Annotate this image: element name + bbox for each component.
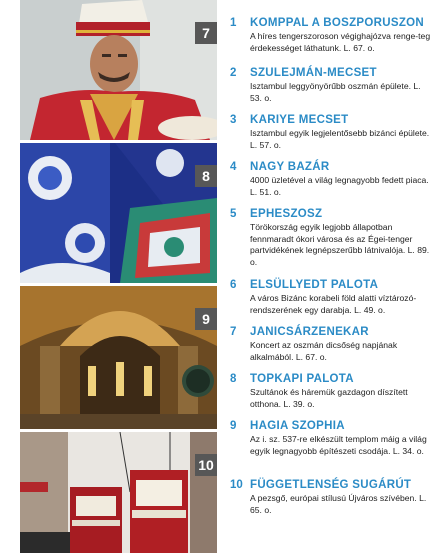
item-title: TOPKAPI PALOTA	[250, 373, 354, 385]
item-description: A pezsgő, európai stílusú Újváros szívében. L. 65. o.	[250, 493, 427, 515]
item-number: 4	[230, 161, 237, 173]
item-title: JANICSÁRZENEKAR	[250, 326, 369, 338]
item-title: KARIYE MECSET	[250, 114, 349, 126]
item-title: KOMPPAL A BOSZPORUSZON	[250, 17, 424, 29]
item-description: 4000 üzletével a világ legnagyobb fedett piaca. L. 51. o.	[250, 175, 429, 197]
item-description: A híres tengerszoroson végighajózva renge-teg érdekességet láthatunk. L. 67. o.	[250, 31, 431, 53]
item-description: A város Bizánc korabeli föld alatti víztározó-rendszerének egy darabja. L. 49. o.	[250, 293, 417, 315]
photo-iznik-tiles	[20, 143, 217, 283]
item-number: 1	[230, 17, 237, 29]
item-description: Isztambul egyik legjelentősebb bizánci épülete. L. 57. o.	[250, 128, 430, 150]
photo-hagia-sophia-interior	[20, 286, 217, 429]
item-number: 2	[230, 67, 237, 79]
item-title: NAGY BAZÁR	[250, 161, 330, 173]
item-description: Koncert az oszmán dicsőség napjának alkalmából. L. 67. o.	[250, 340, 398, 362]
item-number: 9	[230, 420, 237, 432]
item-number: 6	[230, 279, 237, 291]
item-title: ELSÜLLYEDT PALOTA	[250, 279, 379, 291]
photo-column	[20, 0, 217, 553]
item-title: SZULEJMÁN-MECSET	[250, 67, 377, 79]
item-number: 8	[230, 373, 237, 385]
photo-janissary-musician	[20, 0, 217, 140]
item-description: Az i. sz. 537-re elkészült templom máig a világ egyik legnagyobb építészeti csodája. L. 34. o.	[250, 434, 427, 456]
item-title: FÜGGETLENSÉG SUGÁRÚT	[250, 479, 412, 491]
photo-badge: 7	[195, 22, 217, 44]
item-description: Isztambul leggyönyörűbb oszmán épülete. L. 53. o.	[250, 81, 421, 103]
item-number: 5	[230, 208, 237, 220]
item-number: 10	[230, 479, 243, 491]
photo-badge: 8	[195, 165, 217, 187]
item-title: HAGIA SZOPHIA	[250, 420, 345, 432]
item-number: 7	[230, 326, 237, 338]
photo-istiklal-trams	[20, 432, 217, 553]
item-title: EPHESZOSZ	[250, 208, 323, 220]
photo-badge: 10	[195, 454, 217, 476]
photo-badge: 9	[195, 308, 217, 330]
item-description: Szultánok és háremük gazdagon díszített otthona. L. 39. o.	[250, 387, 408, 409]
item-number: 3	[230, 114, 237, 126]
item-description: Törökország egyik legjobb állapotban fennmaradt ókori városa és az Égei-tenger partvidékének legnépszerűbb látnivalója. L. 89. o.	[250, 222, 430, 267]
